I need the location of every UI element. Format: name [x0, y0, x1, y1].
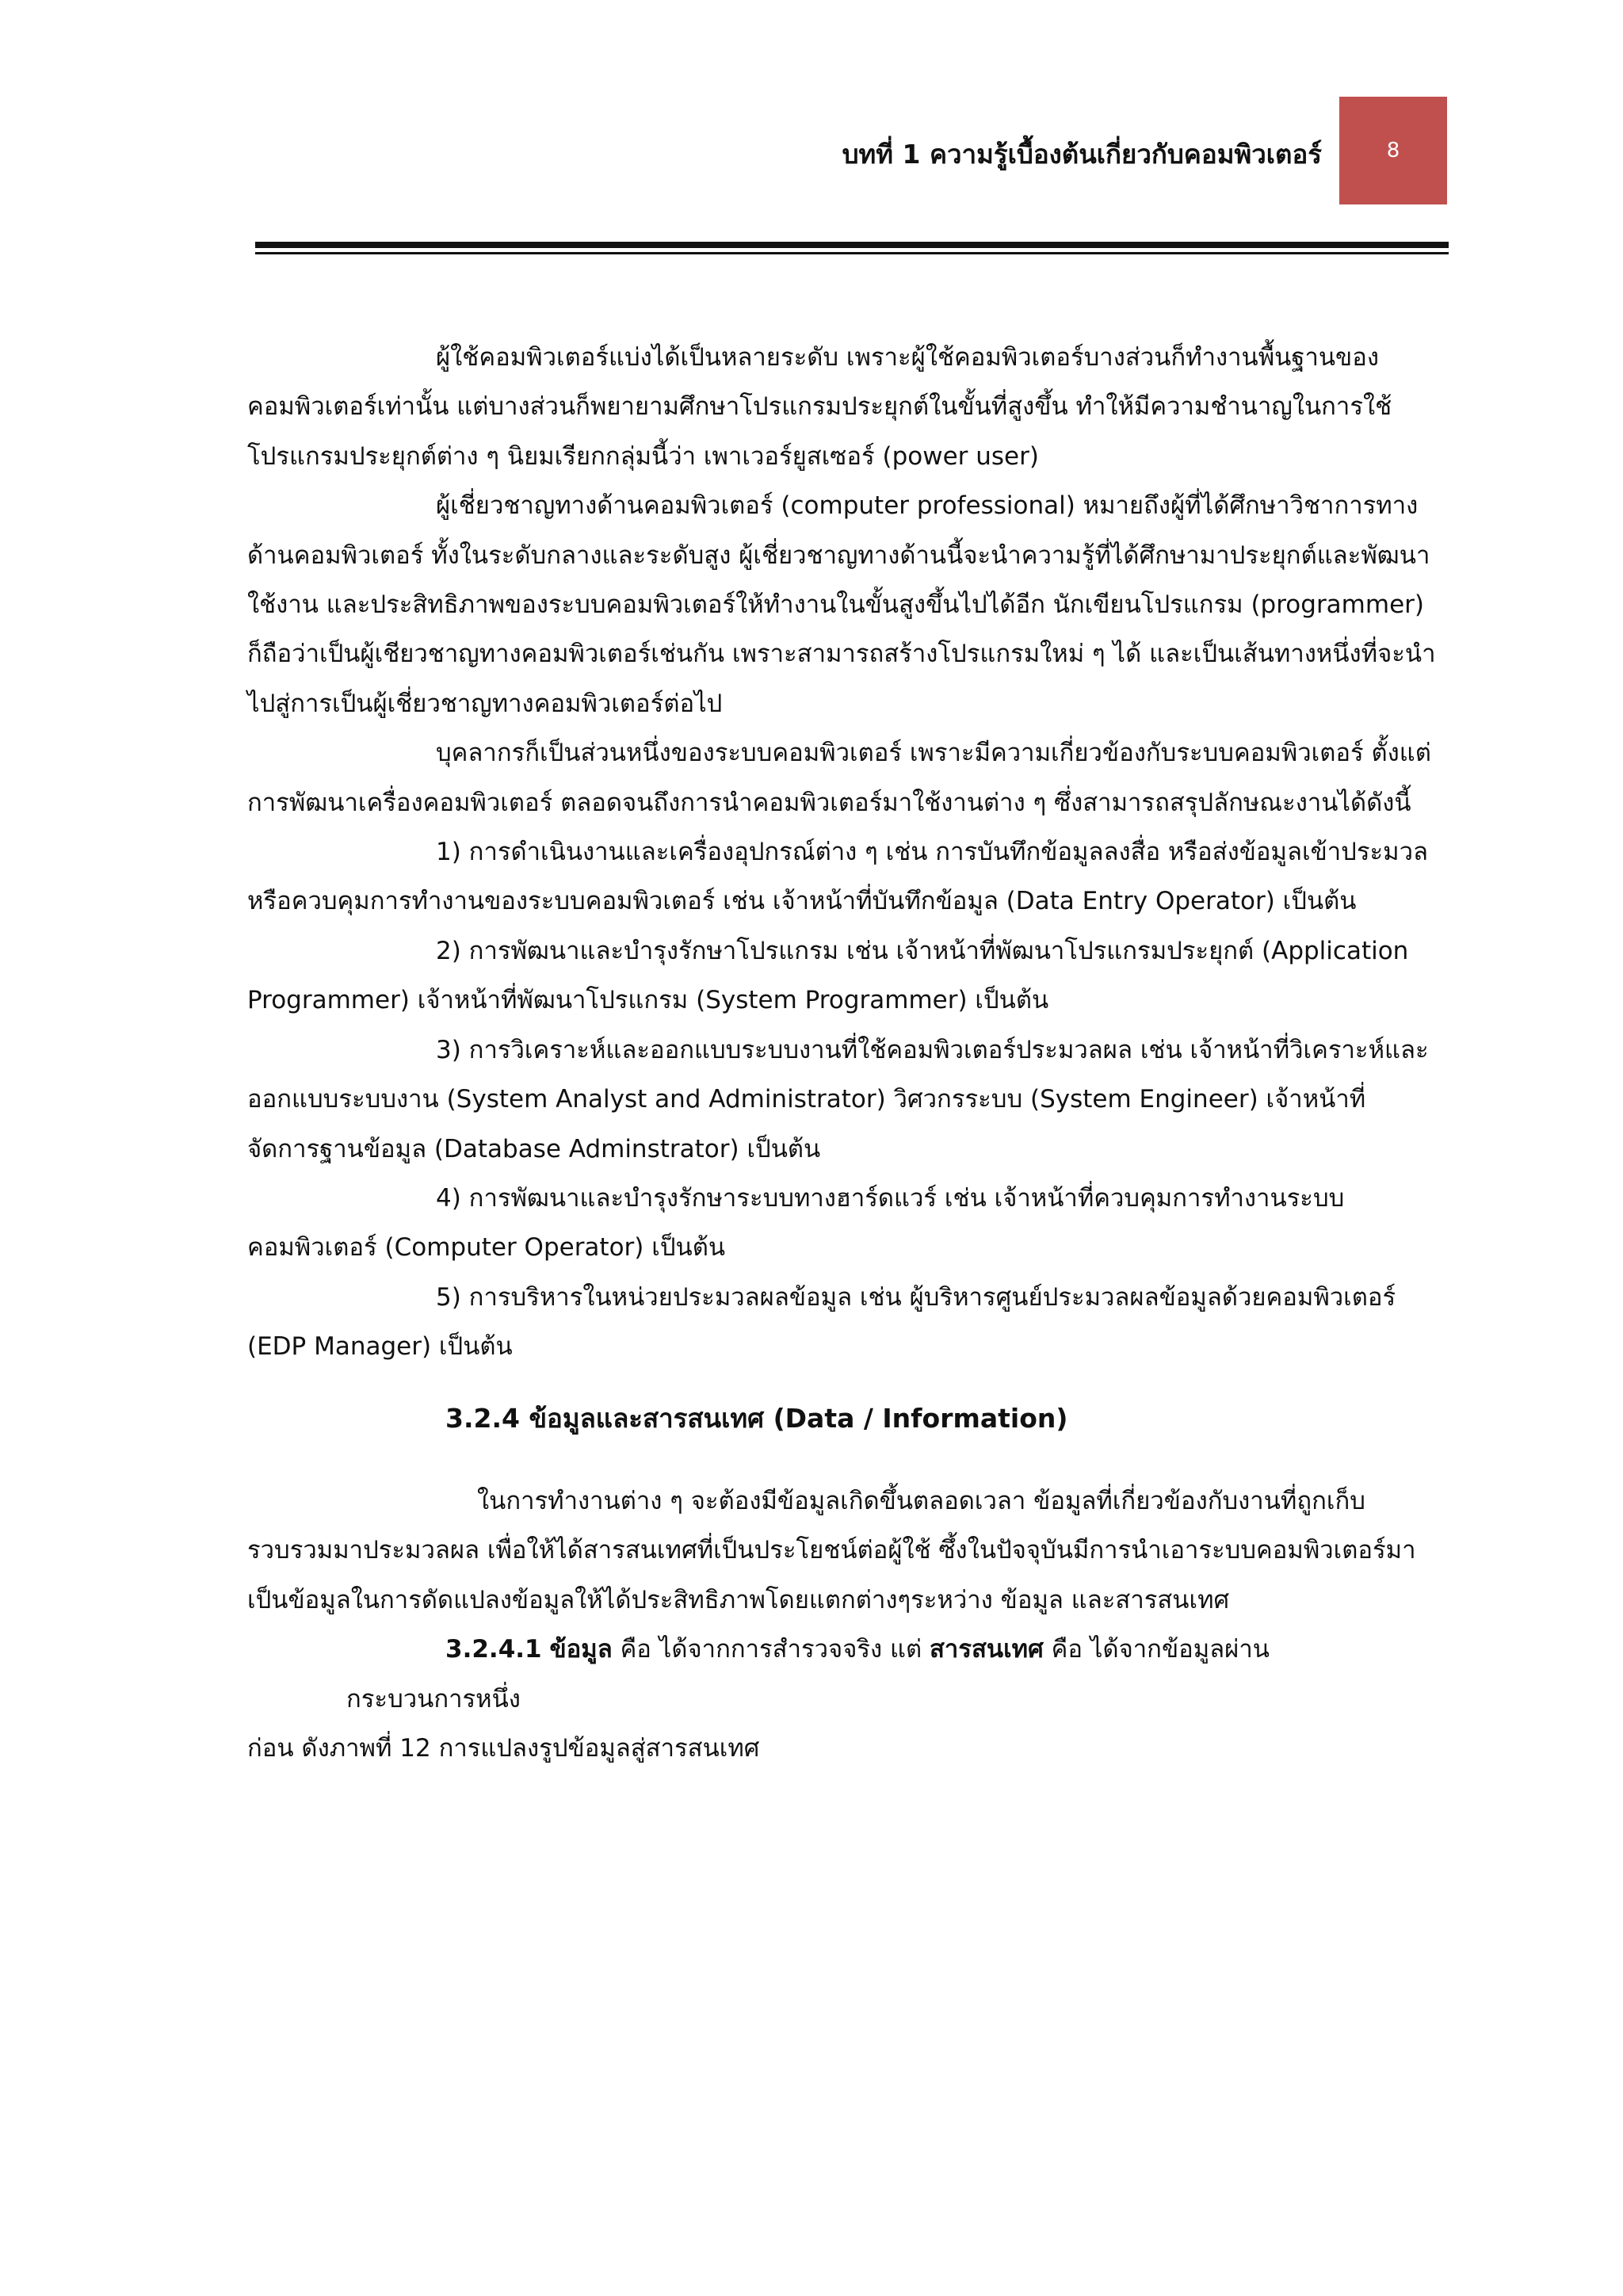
section-paragraph: ในการทำงานต่าง ๆ จะต้องมีข้อมูลเกิดขึ้นตลอดเวลา ข้อมูลที่เกี่ยวข้องกับงานที่ถูกเก็บรวบรวมมาประมวลผล เพื่อให้ได้สารสนเทศที่เป็นประโยชน์ต่อผู้ใช้ ซึ้งในปัจจุบันมีการนำเอาระบบคอมพิวเตอร์มาเป็นข้อมูลในการดัดแปลงข้อมูลให้ได้ประสิทธิภาพโดยแตกต่างๆระหว่าง ข้อมูล และสารสนเทศ	[247, 1486, 1416, 1614]
subsection-text-2: คือ ได้จากข้อมูลผ่าน	[1043, 1635, 1270, 1664]
chapter-title: บทที่ 1 ความรู้เบื้องต้นเกี่ยวกับคอมพิวเตอร์	[842, 139, 1322, 170]
subsection-text-1: คือ ได้จากการสำรวจจริง แต่	[612, 1635, 930, 1664]
paragraph-personnel: บุคลากรก็เป็นส่วนหนึ่งของระบบคอมพิวเตอร์ เพราะมีความเกี่ยวข้องกับระบบคอมพิวเตอร์ ตั้งแต่การพัฒนาเครื่องคอมพิวเตอร์ ตลอดจนถึงการนำคอมพิวเตอร์มาใช้งานต่าง ๆ ซึ่งสามารถสรุปลักษณะงานได้ดังนี้	[247, 739, 1431, 817]
paragraph-power-user: ผู้ใช้คอมพิวเตอร์แบ่งได้เป็นหลายระดับ เพราะผู้ใช้คอมพิวเตอร์บางส่วนก็ทำงานพื้นฐานของคอมพิวเตอร์เท่านั้น แต่บางส่วนก็พยายามศึกษาโปรแกรมประยุกต์ในขั้นที่สูงขึ้น ทำให้มีความชำนาญในการใช้โปรแกรมประยุกต์ต่าง ๆ นิยมเรียกกลุ่มนี้ว่า เพาเวอร์ยูสเซอร์ (power user)	[247, 343, 1392, 471]
subsection-line	[247, 1625, 1436, 1674]
subsection-term-data: ข้อมูล	[549, 1635, 613, 1664]
list-item-1: 1) การดำเนินงานและเครื่องอุปกรณ์ต่าง ๆ เช่น การบันทึกข้อมูลลงสื่อ หรือส่งข้อมูลเข้าประมวล หรือควบคุมการทำงานของระบบคอมพิวเตอร์ เช่น เจ้าหน้าที่บันทึกข้อมูล (Data Entry Operator) เป็นต้น	[247, 838, 1428, 916]
header-rule-thick	[255, 242, 1449, 248]
paragraph-computer-professional: ผู้เชี่ยวชาญทางด้านคอมพิวเตอร์ (computer professional) หมายถึงผู้ที่ได้ศึกษาวิชาการทางด้านคอมพิวเตอร์ ทั้งในระดับกลางและระดับสูง ผู้เชี่ยวชาญทางด้านนี้จะนำความรู้ที่ได้ศึกษามาประยุกต์และพัฒนาใช้งาน และประสิทธิภาพของระบบคอมพิวเตอร์ให้ทำงานในขั้นสูงขึ้นไปได้อีก นักเขียนโปรแกรม (programmer) ก็ถือว่าเป็นผู้เชียวชาญทางคอมพิวเตอร์เช่นกัน เพราะสามารถสร้างโปรแกรมใหม่ ๆ ได้ และเป็นเส้นทางหนึ่งที่จะนำไปสู่การเป็นผู้เชี่ยวชาญทางคอมพิวเตอร์ต่อไป	[247, 491, 1436, 718]
subsection-number: 3.2.4.1	[445, 1635, 542, 1664]
header-rule-thin	[255, 252, 1449, 254]
subsection-continuation: กระบวนการหนึ่ง	[346, 1684, 521, 1713]
subsection-last-line: ก่อน ดังภาพที่ 12 การแปลงรูปข้อมูลสู่สารสนเทศ	[247, 1733, 760, 1763]
page-number-badge	[1339, 97, 1447, 204]
list-item-3: 3) การวิเคราะห์และออกแบบระบบงานที่ใช้คอมพิวเตอร์ประมวลผล เช่น เจ้าหน้าที่วิเคราะห์และออกแบบระบบงาน (System Analyst and Administrator) วิศวกรระบบ (System Engineer) เจ้าหน้าที่จัดการฐานข้อมูล (Database Adminstrator) เป็นต้น	[247, 1035, 1429, 1163]
page-body	[247, 333, 1436, 1773]
list-item-2: 2) การพัฒนาและบำรุงรักษาโปรแกรม เช่น เจ้าหน้าที่พัฒนาโปรแกรมประยุกต์ (Application Programmer) เจ้าหน้าที่พัฒนาโปรแกรม (System Programmer) เป็นต้น	[247, 936, 1409, 1015]
list-item-5: 5) การบริหารในหน่วยประมวลผลข้อมูล เช่น ผู้บริหารศูนย์ประมวลผลข้อมูลด้วยคอมพิวเตอร์ (EDP Manager) เป็นต้น	[247, 1282, 1396, 1362]
section-heading: 3.2.4 ข้อมูลและสารสนเทศ (Data / Information)	[445, 1402, 1068, 1434]
subsection-term-information: สารสนเทศ	[930, 1635, 1044, 1664]
page-number: 8	[1386, 139, 1400, 162]
list-item-4: 4) การพัฒนาและบำรุงรักษาระบบทางฮาร์ดแวร์ เช่น เจ้าหน้าที่ควบคุมการทำงานระบบคอมพิวเตอร์ (Computer Operator) เป็นต้น	[247, 1183, 1345, 1263]
